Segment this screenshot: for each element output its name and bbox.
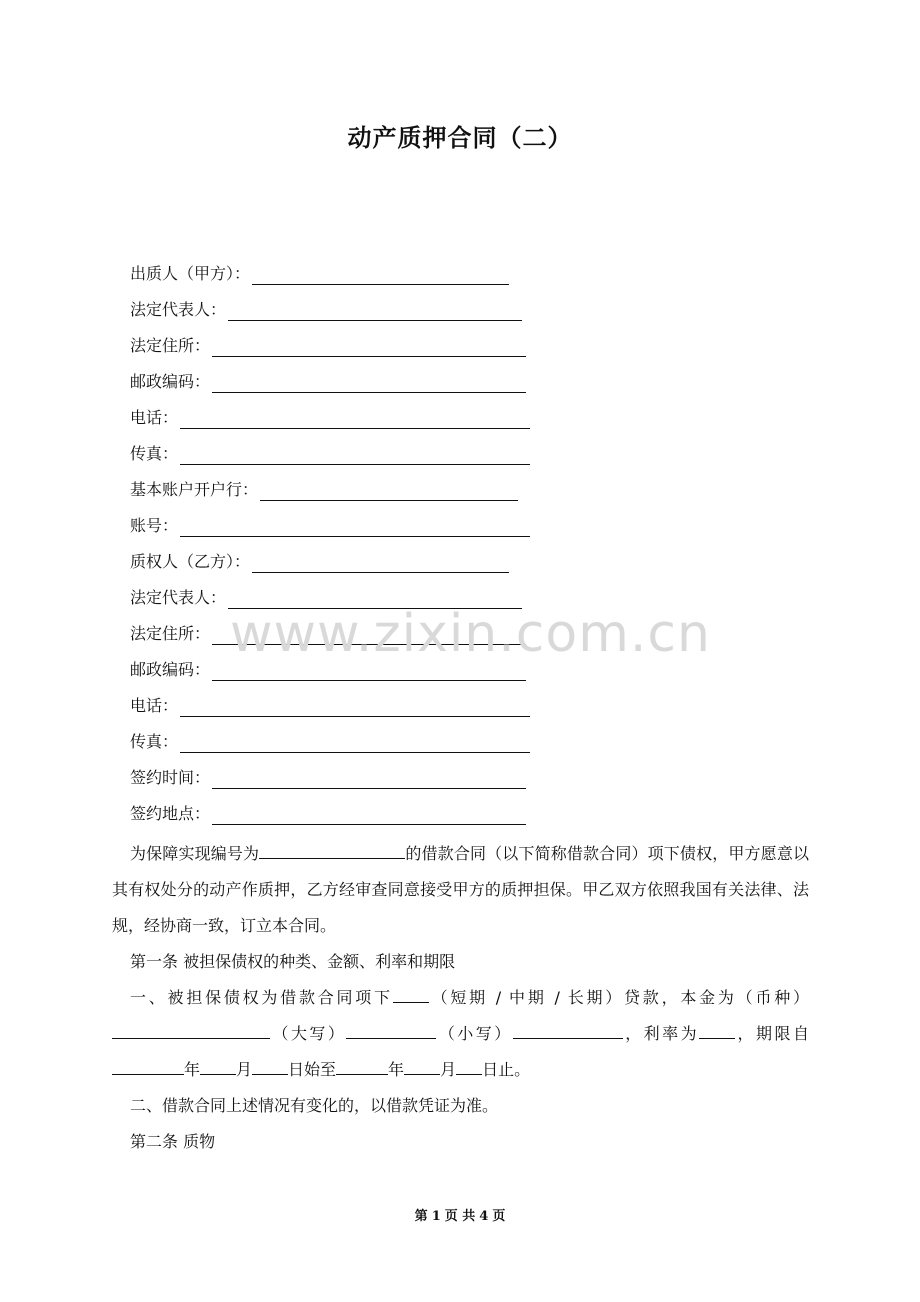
clause-text: 年 <box>388 1060 405 1079</box>
article-1-clause-2: 二、借款合同上述情况有变化的，以借款凭证为准。 <box>130 1096 499 1115</box>
amount-lowercase-blank <box>513 1024 623 1039</box>
footer-mid: 页 共 <box>444 1209 476 1224</box>
intro-paragraph <box>112 836 809 944</box>
clause-text: ，期限自 <box>735 1024 809 1043</box>
field-line <box>130 508 530 544</box>
clause-text: 月 <box>440 1060 457 1079</box>
clause-text: 年 <box>184 1060 201 1079</box>
fill-blank <box>212 774 526 789</box>
start-day-blank <box>252 1060 288 1075</box>
clause-text: 日止。 <box>482 1060 531 1079</box>
fill-blank <box>180 738 530 753</box>
page-number: 1 <box>431 1209 441 1224</box>
fill-blank <box>212 666 526 681</box>
clause-text: （小写） <box>436 1024 513 1043</box>
field-line <box>130 328 530 364</box>
field-label: 出质人（甲方）： <box>130 264 251 283</box>
end-month-blank <box>404 1060 440 1075</box>
article-1-clause-1 <box>112 980 809 1088</box>
watermark: www.zixin.com.cn <box>230 604 711 664</box>
intro-text-1: 为保障实现编号为 <box>130 844 260 863</box>
field-line <box>130 364 530 400</box>
fill-blank <box>212 378 526 393</box>
field-line <box>130 724 530 760</box>
loan-term-blank <box>393 988 429 1003</box>
article-1-heading: 第一条 被担保债权的种类、金额、利率和期限 <box>130 952 456 971</box>
field-line <box>130 796 530 832</box>
clause-text: 日始至 <box>288 1060 337 1079</box>
amount-uppercase-blank <box>346 1024 436 1039</box>
fill-blank <box>212 342 526 357</box>
field-line <box>130 688 530 724</box>
fill-blank <box>228 306 522 321</box>
fill-blank <box>252 558 509 573</box>
fill-blank <box>212 810 526 825</box>
field-line <box>130 436 530 472</box>
clause-text: （短期 / 中期 / 长期）贷款，本金为（币种） <box>428 988 809 1007</box>
field-label: 账号： <box>130 516 179 535</box>
field-label: 电话： <box>130 408 179 427</box>
clause-text: 月 <box>236 1060 253 1079</box>
page-footer <box>0 1205 920 1224</box>
field-label: 邮政编码： <box>130 372 211 391</box>
document-title: 动产质押合同（二） <box>347 124 573 152</box>
field-label: 签约地点： <box>130 804 211 823</box>
start-month-blank <box>200 1060 236 1075</box>
field-line <box>130 400 530 436</box>
field-line <box>130 256 530 292</box>
fill-blank <box>212 630 526 645</box>
intro-text-2: 的借款合同（以下简称借款合同）项下债权，甲方愿意以其有权处分的动产作质押，乙方经审查同意接受甲方的质押担保。甲乙双方依照我国有关法律、法规，经协商一致，订立本合同。 <box>112 844 809 935</box>
clause-text: ，利率为 <box>622 1024 700 1043</box>
field-line <box>130 616 530 652</box>
contract-body <box>112 836 809 1160</box>
field-label: 传真： <box>130 732 179 751</box>
field-label: 邮政编码： <box>130 660 211 679</box>
total-pages: 4 <box>479 1209 489 1224</box>
clause-text: 一、被担保债权为借款合同项下 <box>130 988 393 1007</box>
fill-blank <box>228 594 522 609</box>
footer-prefix: 第 <box>414 1209 428 1224</box>
field-line <box>130 652 530 688</box>
end-day-blank <box>456 1060 482 1075</box>
field-label: 质权人（乙方）： <box>130 552 251 571</box>
party-fields <box>130 256 530 832</box>
fill-blank <box>180 702 530 717</box>
currency-blank <box>112 1024 270 1039</box>
field-line <box>130 580 530 616</box>
field-label: 法定住所： <box>130 624 211 643</box>
field-label: 基本账户开户行： <box>130 480 259 499</box>
fill-blank <box>180 450 530 465</box>
interest-rate-blank <box>699 1024 735 1039</box>
field-label: 法定代表人： <box>130 300 227 319</box>
field-line <box>130 472 530 508</box>
field-label: 法定住所： <box>130 336 211 355</box>
field-line <box>130 544 530 580</box>
field-line <box>130 760 530 796</box>
fill-blank <box>180 414 530 429</box>
fill-blank <box>260 486 518 501</box>
article-2-heading: 第二条 质物 <box>130 1132 216 1151</box>
footer-suffix: 页 <box>492 1209 506 1224</box>
start-year-blank <box>112 1060 184 1075</box>
field-label: 电话： <box>130 696 179 715</box>
clause-text: （大写） <box>270 1024 347 1043</box>
field-line <box>130 292 530 328</box>
end-year-blank <box>336 1060 388 1075</box>
field-label: 签约时间： <box>130 768 211 787</box>
fill-blank <box>252 270 509 285</box>
field-label: 法定代表人： <box>130 588 227 607</box>
field-label: 传真： <box>130 444 179 463</box>
fill-blank <box>180 522 530 537</box>
contract-number-blank <box>259 844 405 859</box>
